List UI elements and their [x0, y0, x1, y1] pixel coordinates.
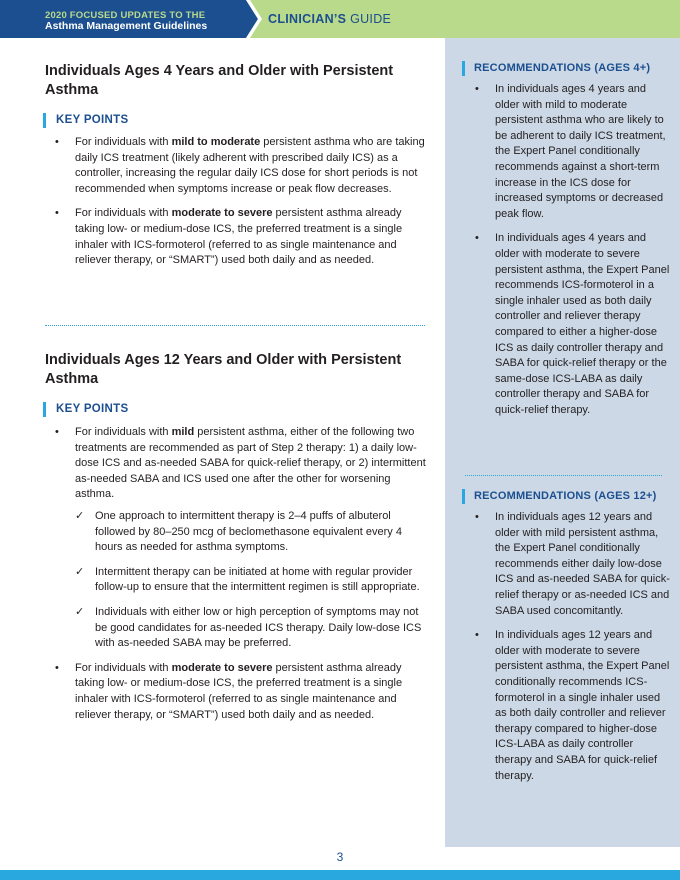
bullet-text-post: persistent asthma who are taking daily ICS treatment (likely adherent with prescribed daily ICS) as a controller, increasing the regular daily ICS dose for short periods is not recommended when symptoms increase or peak flow decreases. [75, 136, 425, 195]
bullet-text-bold: moderate to severe [171, 207, 273, 220]
checklist-item [75, 509, 430, 556]
key-points-list [45, 425, 430, 732]
header-guideline-title: Asthma Management Guidelines [45, 20, 208, 32]
bullet-text-post: persistent asthma already taking low- or medium-dose ICS, the preferred treatment is a single inhaler with ICS-formoterol (referred to as single maintenance and reliever therapy, or “SMART”) used both daily and as needed. [75, 207, 403, 267]
bullet-text-bold: mild [171, 426, 195, 438]
checklist-item [75, 565, 430, 596]
recommendations-list-ages-4 [470, 82, 670, 427]
bullet-text-pre: For individuals with [75, 207, 172, 220]
bullet-text-bold: moderate to severe [171, 661, 273, 674]
list-item [45, 135, 425, 197]
bullet-text-pre: For individuals with [75, 136, 172, 148]
section-title-ages-12: Individuals Ages 12 Years and Older with Persistent Asthma [45, 352, 402, 387]
list-item: • In individuals ages 4 years and older with mild to moderate persistent asthma who are likely to be adherent to daily ICS treatment, the Expert Panel conditionally recommends against a short-term increase in the ICS dose for increased symptoms or decreased peak flow. [470, 82, 670, 222]
key-points-list [45, 135, 425, 278]
bullet-text-post: persistent asthma already taking low- or medium-dose ICS, the preferred treatment is a single inhaler with ICS-formoterol (referred to as single maintenance and reliever therapy, or “SMART”) used both daily and as needed. [75, 661, 403, 721]
bullet-text-post: persistent asthma, either of the following two treatments are recommended as part of Step 2 therapy: 1) a daily low-dose ICS and as-needed SABA for quick-relief therapy, or 2) intermittent as-needed SABA and ICS used one after the other for worsening asthma. [75, 426, 426, 501]
checklist-text: One approach to intermittent therapy is 2–4 puffs of albuterol followed by 80–250 mcg of beclomethasone equivalent every 4 hours as needed for asthma symptoms. [95, 509, 402, 554]
checklist [75, 509, 430, 652]
checklist-text: Intermittent therapy can be initiated at home with regular provider follow-up to ensure that the intermittent regimen is still appropriate. [95, 565, 420, 594]
header-guide-label [268, 12, 391, 26]
list-item [45, 425, 430, 652]
sidebar-divider [465, 475, 662, 476]
list-item [45, 661, 430, 723]
list-item: • In individuals ages 12 years and older with mild persistent asthma, the Expert Panel conditionally recommends either daily low-dose ICS and as-needed SABA for quick-relief therapy or as-needed ICS and SABA used concomitantly. [470, 510, 670, 619]
list-item: • In individuals ages 12 years and older with moderate to severe persistent asthma, the Expert Panel conditionally recommends ICS-formoterol in a single inhaler used as both daily controller and reliever therapy compared to higher-dose ICS-LABA as daily controller therapy and SABA for quick-relief therapy. [470, 628, 670, 784]
page-number: 3 [336, 850, 344, 864]
bullet-text-pre: For individuals with [75, 661, 172, 674]
checkmark-icon: ✓ [75, 565, 85, 578]
recommendations-heading-ages-4: RECOMMENDATIONS (AGES 4+) [462, 61, 650, 76]
guide-label-rest: GUIDE [346, 12, 392, 26]
guide-label-bold: CLINICIAN’S [268, 12, 347, 26]
page-header [0, 0, 680, 38]
checkmark-icon: ✓ [75, 605, 85, 618]
key-points-heading: KEY POINTS [43, 402, 128, 417]
checkmark-icon: ✓ [75, 509, 85, 522]
checklist-text: Individuals with either low or high perception of symptoms may not be good candidates for as-needed ICS therapy. Daily low-dose ICS with as-needed SABA may be preferred. [95, 605, 422, 650]
recommendations-heading-ages-12: RECOMMENDATIONS (AGES 12+) [462, 489, 657, 504]
footer-bar [0, 870, 680, 880]
list-item [45, 206, 425, 268]
section-divider [45, 325, 425, 326]
header-series-title: 2020 FOCUSED UPDATES TO THE [45, 10, 206, 21]
checklist-item [75, 605, 430, 652]
recommendations-list-ages-12 [470, 510, 670, 793]
bullet-text-pre: For individuals with [75, 426, 172, 438]
section-title-ages-4: Individuals Ages 4 Years and Older with Persistent Asthma [45, 63, 394, 98]
list-item: • In individuals ages 4 years and older with moderate to severe persistent asthma, the Expert Panel recommends ICS-formoterol in a single inhaler used as both daily controller and reliever therapy compared to either a higher-dose ICS as daily controller therapy and SABA for quick-relief therapy or the same-dose ICS-LABA as daily controller therapy and SABA for quick-relief therapy. [470, 231, 670, 418]
bullet-text-bold: mild to moderate [171, 136, 261, 148]
key-points-heading: KEY POINTS [43, 113, 128, 128]
